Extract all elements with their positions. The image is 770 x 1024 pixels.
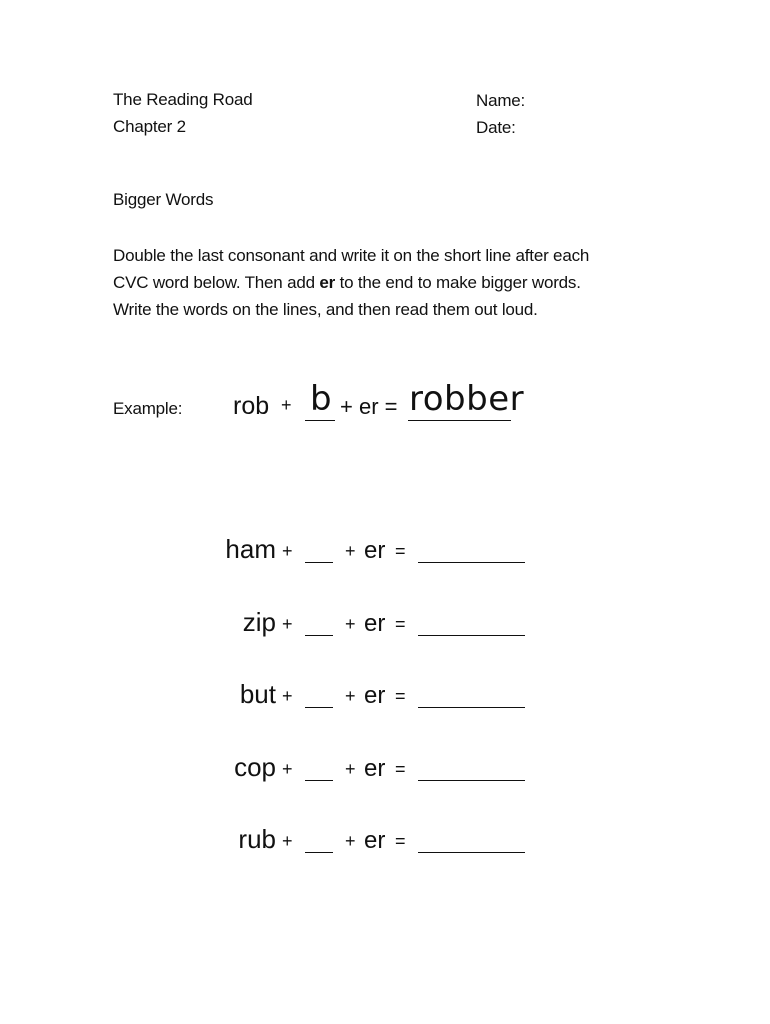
instructions-line-2 xyxy=(113,269,673,296)
exercise-equals: = xyxy=(395,759,406,779)
exercise-suffix: er xyxy=(364,610,386,637)
instructions-line-2-end: to the end to make bigger words. xyxy=(335,273,581,292)
exercise-word: but xyxy=(239,679,276,709)
book-title: The Reading Road xyxy=(113,90,253,109)
example-short-line xyxy=(305,420,335,421)
date-label: Date: xyxy=(476,118,516,137)
exercise-suffix-plus: + xyxy=(345,614,356,634)
exercise-plus: + xyxy=(282,759,293,779)
example-label: Example: xyxy=(113,399,183,418)
exercise-row xyxy=(0,607,770,647)
exercise-word: rub xyxy=(238,824,276,854)
answer-blank[interactable] xyxy=(418,635,525,636)
consonant-blank[interactable] xyxy=(305,562,333,563)
consonant-blank[interactable] xyxy=(305,707,333,708)
exercise-suffix: er xyxy=(364,537,386,564)
instructions-line-1: Double the last consonant and write it on the short line after each xyxy=(113,246,590,265)
exercise-equals: = xyxy=(395,831,406,851)
exercise-equals: = xyxy=(395,614,406,634)
exercise-row xyxy=(0,534,770,574)
answer-blank[interactable] xyxy=(418,562,525,563)
exercise-plus: + xyxy=(282,614,293,634)
exercise-plus: + xyxy=(282,541,293,561)
exercise-suffix: er xyxy=(364,827,386,854)
answer-blank[interactable] xyxy=(418,707,525,708)
exercise-plus: + xyxy=(282,686,293,706)
exercise-plus: + xyxy=(282,831,293,851)
exercise-row xyxy=(0,824,770,864)
exercise-suffix-plus: + xyxy=(345,686,356,706)
name-label: Name: xyxy=(476,91,526,110)
example-plus: + xyxy=(281,395,292,415)
exercise-equals: = xyxy=(395,686,406,706)
example-suffix: + er = xyxy=(340,394,398,419)
exercise-suffix-plus: + xyxy=(345,831,356,851)
exercise-suffix: er xyxy=(364,682,386,709)
consonant-blank[interactable] xyxy=(305,780,333,781)
exercise-word: zip xyxy=(242,607,276,637)
exercise-row xyxy=(0,679,770,719)
instructions-bold-er: er xyxy=(319,273,336,292)
exercise-word: cop xyxy=(234,752,276,782)
example-long-line xyxy=(408,420,511,421)
exercise-equals: = xyxy=(395,541,406,561)
exercise-suffix-plus: + xyxy=(345,541,356,561)
exercise-suffix-plus: + xyxy=(345,759,356,779)
instructions xyxy=(113,242,673,323)
exercise-word: ham xyxy=(225,534,276,564)
answer-blank[interactable] xyxy=(418,780,525,781)
consonant-blank[interactable] xyxy=(305,635,333,636)
answer-blank[interactable] xyxy=(418,852,525,853)
instructions-line-3: Write the words on the lines, and then read them out loud. xyxy=(113,300,538,319)
consonant-blank[interactable] xyxy=(305,852,333,853)
example-answer-word: robber xyxy=(409,379,525,419)
chapter-label: Chapter 2 xyxy=(113,117,186,136)
section-title: Bigger Words xyxy=(113,190,214,209)
exercise-row xyxy=(0,752,770,792)
example-answer-letter: b xyxy=(310,379,333,419)
exercise-suffix: er xyxy=(364,755,386,782)
example-word: rob xyxy=(233,392,270,420)
instructions-line-2-start: CVC word below. Then add xyxy=(113,273,320,292)
